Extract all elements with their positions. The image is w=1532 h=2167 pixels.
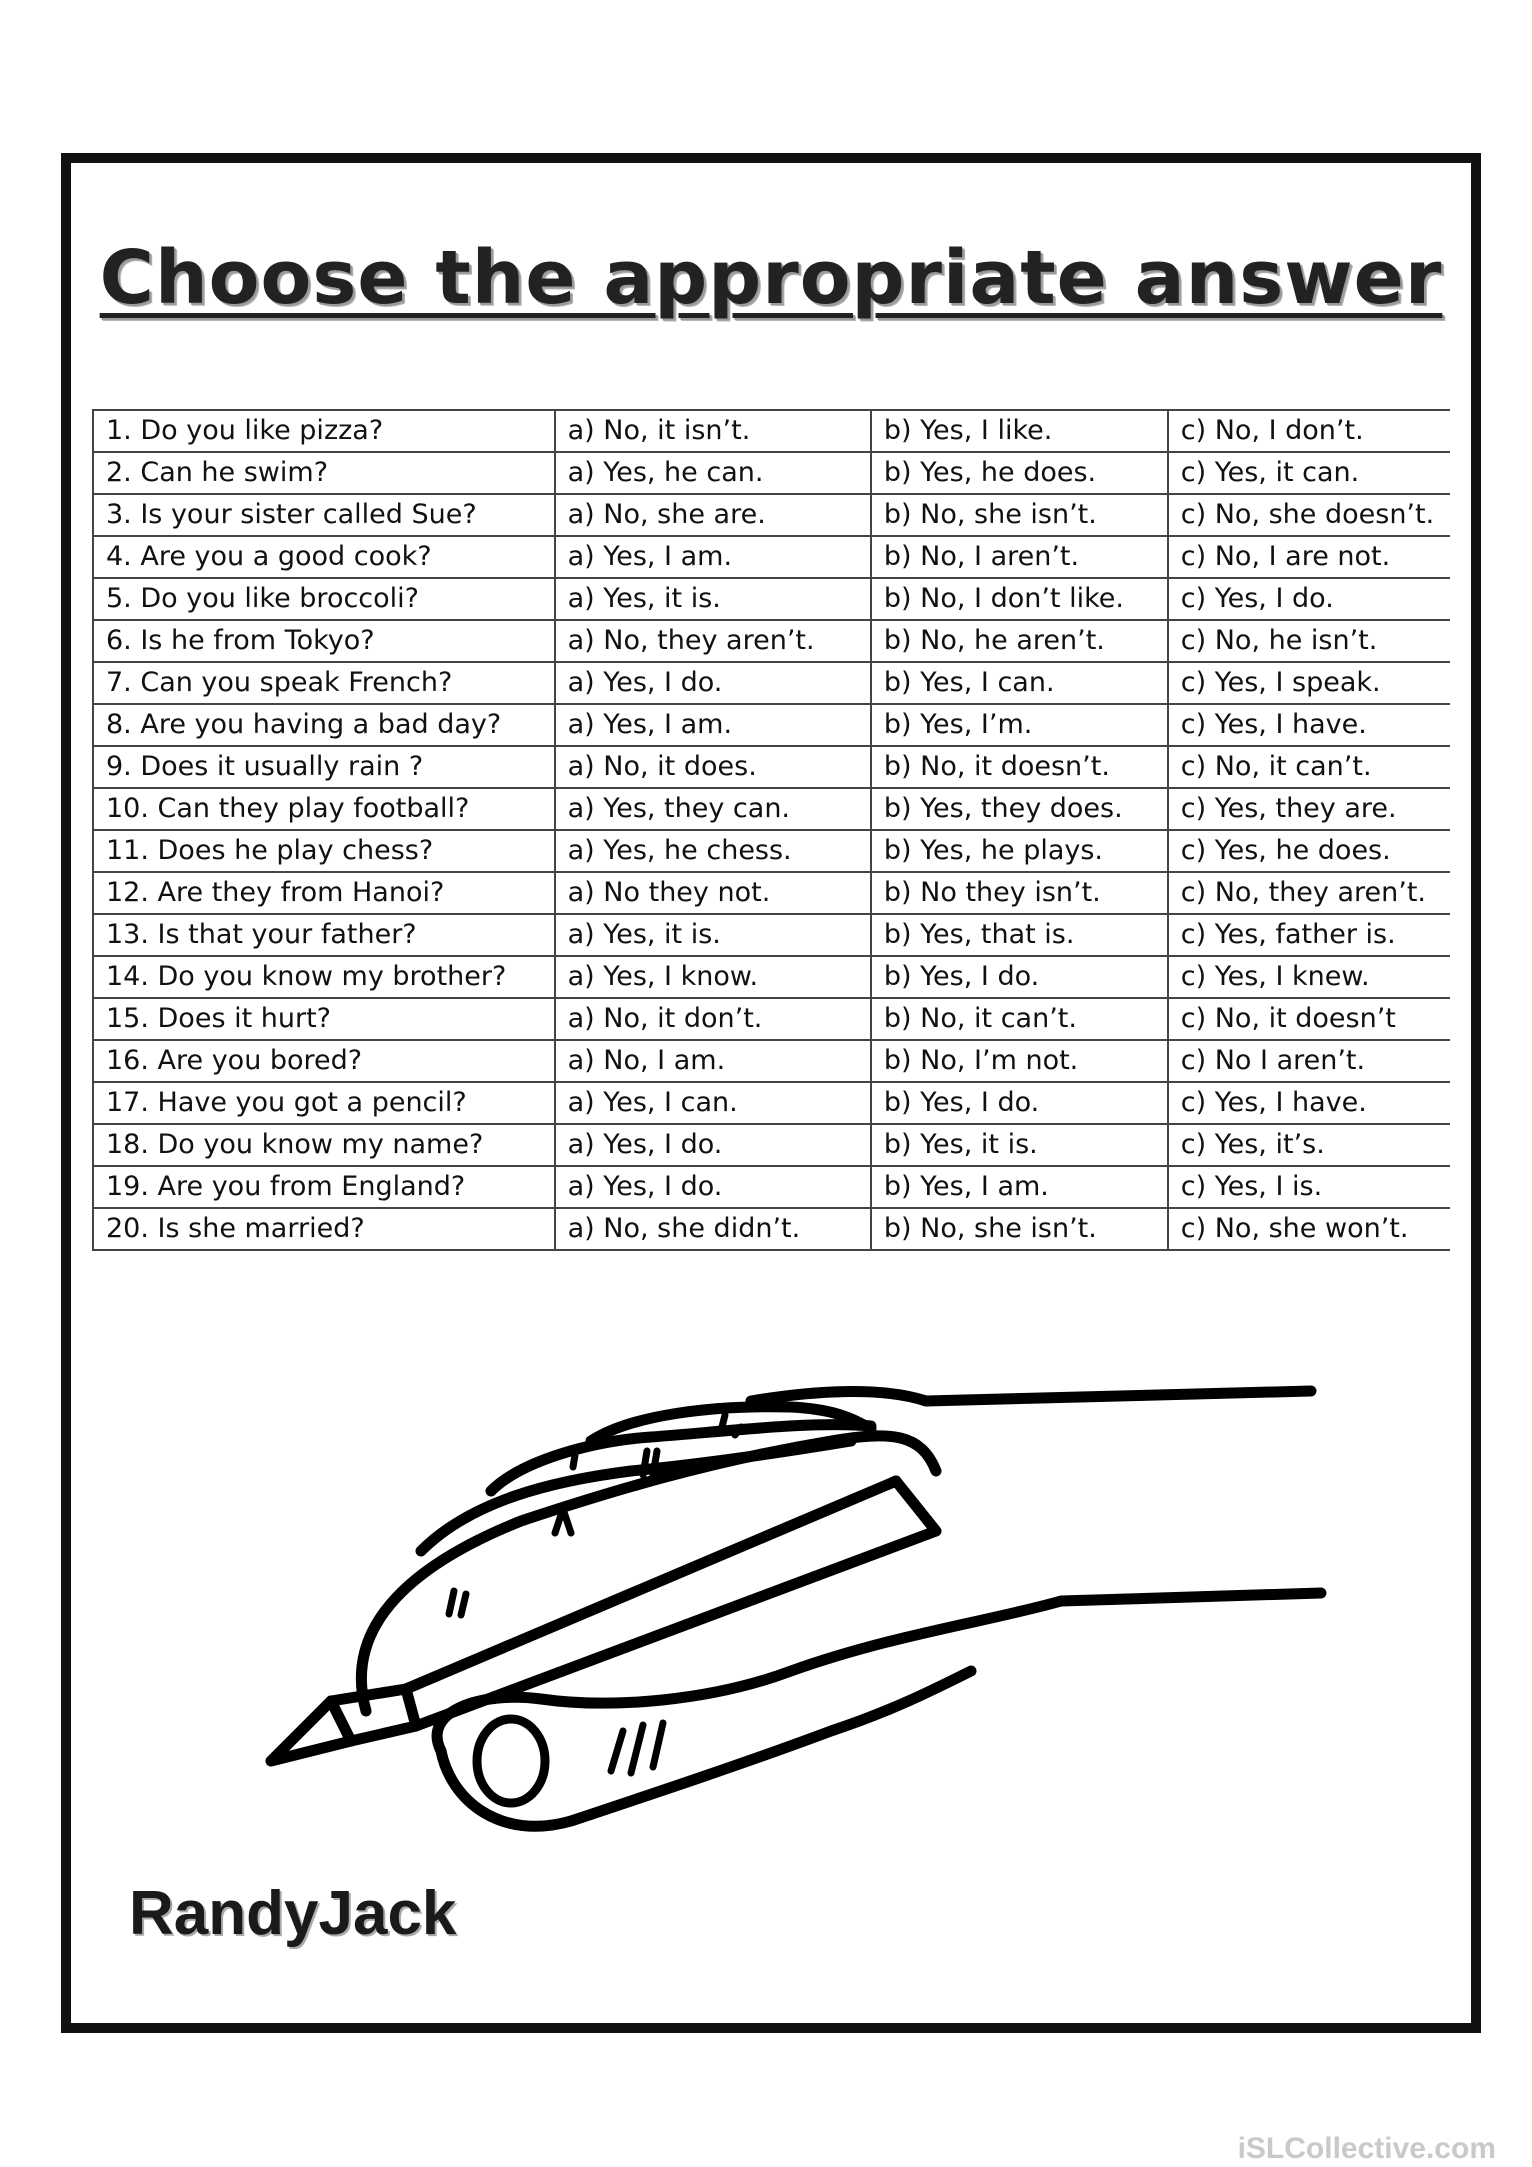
option-b: b) Yes, I’m. [871, 704, 1168, 746]
option-b: b) Yes, I am. [871, 1166, 1168, 1208]
option-a: a) Yes, it is. [555, 578, 871, 620]
option-c: c) No I aren’t. [1168, 1040, 1450, 1082]
option-c: c) Yes, I is. [1168, 1166, 1450, 1208]
question-text: 13. Is that your father? [93, 914, 555, 956]
option-a: a) No, I am. [555, 1040, 871, 1082]
quiz-row [93, 956, 1450, 998]
quiz-row [93, 494, 1450, 536]
option-a: a) No, she are. [555, 494, 871, 536]
option-b: b) No they isn’t. [871, 872, 1168, 914]
option-a: a) No, it isn’t. [555, 410, 871, 452]
option-c: c) No, I don’t. [1168, 410, 1450, 452]
option-b: b) No, I don’t like. [871, 578, 1168, 620]
option-b: b) No, she isn’t. [871, 1208, 1168, 1250]
question-text: 2. Can he swim? [93, 452, 555, 494]
option-b: b) No, he aren’t. [871, 620, 1168, 662]
option-c: c) Yes, he does. [1168, 830, 1450, 872]
question-text: 1. Do you like pizza? [93, 410, 555, 452]
option-a: a) Yes, I do. [555, 1124, 871, 1166]
quiz-row [93, 410, 1450, 452]
option-a: a) No, it does. [555, 746, 871, 788]
option-a: a) Yes, I can. [555, 1082, 871, 1124]
option-b: b) Yes, that is. [871, 914, 1168, 956]
option-a: a) No, she didn’t. [555, 1208, 871, 1250]
question-text: 18. Do you know my name? [93, 1124, 555, 1166]
quiz-row [93, 746, 1450, 788]
quiz-row [93, 1166, 1450, 1208]
option-a: a) Yes, I am. [555, 704, 871, 746]
question-text: 8. Are you having a bad day? [93, 704, 555, 746]
author-signature: RandyJack [129, 1879, 457, 1948]
quiz-row [93, 872, 1450, 914]
option-c: c) No, she doesn’t. [1168, 494, 1450, 536]
option-c: c) Yes, I do. [1168, 578, 1450, 620]
option-c: c) Yes, it’s. [1168, 1124, 1450, 1166]
worksheet-title: Choose the appropriate answer [99, 235, 1443, 321]
hand-holding-pencil-icon [191, 1371, 1421, 1861]
option-c: c) Yes, it can. [1168, 452, 1450, 494]
option-c: c) No, it can’t. [1168, 746, 1450, 788]
quiz-row [93, 1082, 1450, 1124]
option-b: b) No, I aren’t. [871, 536, 1168, 578]
question-text: 5. Do you like broccoli? [93, 578, 555, 620]
quiz-row [93, 914, 1450, 956]
quiz-row [93, 704, 1450, 746]
question-text: 7. Can you speak French? [93, 662, 555, 704]
worksheet-frame [61, 153, 1481, 2033]
option-c: c) Yes, father is. [1168, 914, 1450, 956]
option-a: a) Yes, I do. [555, 662, 871, 704]
site-watermark: iSLCollective.com [1237, 2132, 1496, 2165]
question-text: 16. Are you bored? [93, 1040, 555, 1082]
option-c: c) Yes, they are. [1168, 788, 1450, 830]
quiz-row [93, 1208, 1450, 1250]
option-b: b) No, it doesn’t. [871, 746, 1168, 788]
option-b: b) Yes, he plays. [871, 830, 1168, 872]
question-text: 10. Can they play football? [93, 788, 555, 830]
option-c: c) Yes, I have. [1168, 704, 1450, 746]
option-b: b) Yes, I can. [871, 662, 1168, 704]
question-text: 15. Does it hurt? [93, 998, 555, 1040]
option-b: b) Yes, I do. [871, 956, 1168, 998]
option-c: c) No, he isn’t. [1168, 620, 1450, 662]
quiz-row [93, 662, 1450, 704]
question-text: 12. Are they from Hanoi? [93, 872, 555, 914]
option-a: a) Yes, I do. [555, 1166, 871, 1208]
quiz-row [93, 578, 1450, 620]
quiz-row [93, 998, 1450, 1040]
quiz-row [93, 830, 1450, 872]
option-c: c) Yes, I speak. [1168, 662, 1450, 704]
question-text: 9. Does it usually rain ? [93, 746, 555, 788]
option-a: a) Yes, I know. [555, 956, 871, 998]
option-b: b) Yes, I do. [871, 1082, 1168, 1124]
option-c: c) Yes, I have. [1168, 1082, 1450, 1124]
quiz-table-body [93, 410, 1450, 1250]
option-c: c) No, she won’t. [1168, 1208, 1450, 1250]
option-b: b) Yes, it is. [871, 1124, 1168, 1166]
quiz-row [93, 536, 1450, 578]
quiz-row [93, 452, 1450, 494]
option-c: c) Yes, I knew. [1168, 956, 1450, 998]
quiz-row [93, 1040, 1450, 1082]
quiz-table [92, 409, 1450, 1251]
option-a: a) Yes, they can. [555, 788, 871, 830]
option-b: b) No, she isn’t. [871, 494, 1168, 536]
option-a: a) Yes, he chess. [555, 830, 871, 872]
option-b: b) Yes, they does. [871, 788, 1168, 830]
question-text: 17. Have you got a pencil? [93, 1082, 555, 1124]
question-text: 6. Is he from Tokyo? [93, 620, 555, 662]
option-c: c) No, they aren’t. [1168, 872, 1450, 914]
question-text: 4. Are you a good cook? [93, 536, 555, 578]
question-text: 19. Are you from England? [93, 1166, 555, 1208]
option-c: c) No, it doesn’t [1168, 998, 1450, 1040]
question-text: 3. Is your sister called Sue? [93, 494, 555, 536]
option-a: a) Yes, it is. [555, 914, 871, 956]
option-c: c) No, I are not. [1168, 536, 1450, 578]
option-b: b) Yes, he does. [871, 452, 1168, 494]
option-a: a) No, they aren’t. [555, 620, 871, 662]
quiz-row [93, 788, 1450, 830]
option-a: a) Yes, he can. [555, 452, 871, 494]
option-a: a) Yes, I am. [555, 536, 871, 578]
question-text: 11. Does he play chess? [93, 830, 555, 872]
quiz-row [93, 1124, 1450, 1166]
option-a: a) No, it don’t. [555, 998, 871, 1040]
quiz-row [93, 620, 1450, 662]
option-a: a) No they not. [555, 872, 871, 914]
option-b: b) Yes, I like. [871, 410, 1168, 452]
option-b: b) No, it can’t. [871, 998, 1168, 1040]
question-text: 14. Do you know my brother? [93, 956, 555, 998]
question-text: 20. Is she married? [93, 1208, 555, 1250]
option-b: b) No, I’m not. [871, 1040, 1168, 1082]
